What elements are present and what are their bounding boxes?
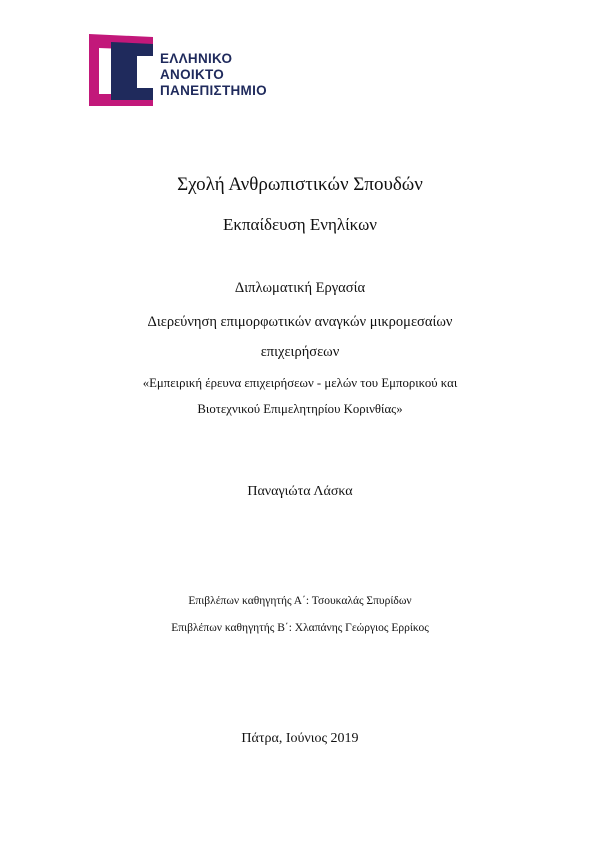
supervisor-a: Επιβλέπων καθηγητής Α΄: Τσουκαλάς Σπυρίδων [188, 595, 412, 607]
program-name: Εκπαίδευση Ενηλίκων [223, 215, 377, 234]
place-and-date: Πάτρα, Ιούνιος 2019 [241, 731, 359, 746]
logo-line-1: ΕΛΛΗΝΙΚΟ [160, 51, 233, 66]
thesis-subtitle-line-2: Βιοτεχνικού Επιμελητηρίου Κορινθίας» [197, 402, 403, 416]
author-name: Παναγιώτα Λάσκα [247, 484, 353, 499]
thesis-type: Διπλωματική Εργασία [234, 280, 366, 296]
logo-line-2: ΑΝΟΙΚΤΟ [160, 67, 225, 82]
university-logo [89, 34, 289, 110]
supervisor-b: Επιβλέπων καθηγητής Β΄: Χλαπάνης Γεώργιος Ερρίκος [171, 622, 429, 634]
thesis-subtitle-line-1: «Εμπειρική έρευνα επιχειρήσεων - μελών του Εμπορικού και [142, 376, 458, 390]
thesis-title-line-1: Διερεύνηση επιμορφωτικών αναγκών μικρομεσαίων [147, 314, 453, 330]
university-logo-wordmark [160, 51, 267, 99]
school-name: Σχολή Ανθρωπιστικών Σπουδών [177, 174, 423, 195]
logo-line-3: ΠΑΝΕΠΙΣΤΗΜΙΟ [160, 83, 267, 98]
thesis-title-line-2: επιχειρήσεων [260, 344, 340, 360]
university-logo-mark-icon [89, 34, 153, 106]
